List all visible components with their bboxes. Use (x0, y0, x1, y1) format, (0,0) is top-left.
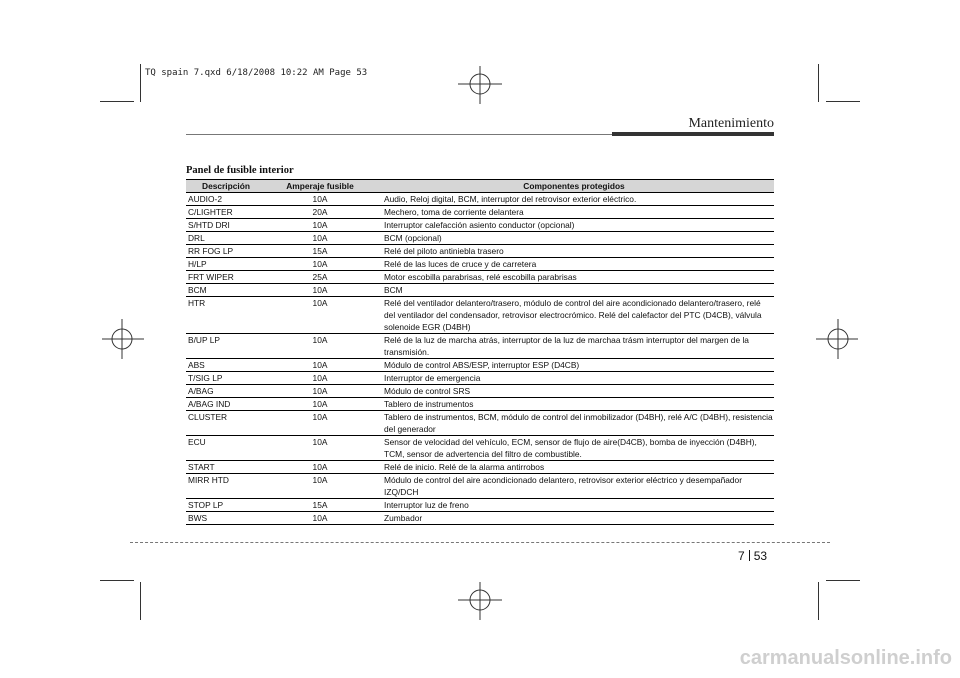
fuse-amperage: 15A (266, 245, 374, 258)
table-row (186, 206, 774, 219)
table-row (186, 284, 774, 297)
fuse-amperage: 10A (266, 334, 374, 359)
fuse-description: BCM (186, 284, 266, 297)
crop-mark (140, 64, 141, 102)
fuse-amperage: 10A (266, 512, 374, 525)
fuse-amperage: 10A (266, 398, 374, 411)
table-heading: Panel de fusible interior (186, 165, 294, 176)
fuse-description: BWS (186, 512, 266, 525)
table-row (186, 411, 774, 436)
fuse-components: Interruptor luz de freno (374, 499, 774, 512)
fuse-description: MIRR HTD (186, 474, 266, 499)
fuse-description: HTR (186, 297, 266, 334)
fuse-components: Motor escobilla parabrisas, relé escobilla parabrisas (374, 271, 774, 284)
table-row (186, 461, 774, 474)
table-row (186, 271, 774, 284)
fuse-description: A/BAG (186, 385, 266, 398)
fuse-amperage: 10A (266, 193, 374, 206)
fuse-components: Módulo de control ABS/ESP, interruptor ESP (D4CB) (374, 359, 774, 372)
fuse-components: Módulo de control del aire acondicionado delantero, retrovisor exterior eléctrico y desempañador IZQ/DCH (374, 474, 774, 499)
fuse-components: Sensor de velocidad del vehículo, ECM, sensor de flujo de aire(D4CB), bomba de inyección (D4BH), TCM, sensor de advertencia del filtro de combustible. (374, 436, 774, 461)
crop-mark (826, 580, 860, 581)
fuse-amperage: 10A (266, 372, 374, 385)
table-row (186, 359, 774, 372)
page-number-value: 53 (753, 549, 768, 563)
fuse-amperage: 10A (266, 461, 374, 474)
fuse-description: ECU (186, 436, 266, 461)
table-row (186, 258, 774, 271)
fuse-components: Relé de las luces de cruce y de carretera (374, 258, 774, 271)
section-title: Mantenimiento (688, 116, 774, 131)
crop-mark (818, 64, 819, 102)
fuse-components: Interruptor calefacción asiento conductor (opcional) (374, 219, 774, 232)
fuse-components: Tablero de instrumentos (374, 398, 774, 411)
fuse-components: Zumbador (374, 512, 774, 525)
page-separator (749, 550, 750, 561)
fuse-amperage: 15A (266, 499, 374, 512)
fuse-components: Módulo de control SRS (374, 385, 774, 398)
fuse-description: STOP LP (186, 499, 266, 512)
fuse-components: Mechero, toma de corriente delantera (374, 206, 774, 219)
column-header-amperage: Amperaje fusible (266, 180, 374, 193)
fuse-description: A/BAG IND (186, 398, 266, 411)
table-row (186, 385, 774, 398)
table-row (186, 398, 774, 411)
column-header-description: Descripción (186, 180, 266, 193)
page-number (738, 549, 767, 563)
fuse-description: H/LP (186, 258, 266, 271)
registration-mark-right (814, 316, 860, 362)
fuse-components: Relé de inicio. Relé de la alarma antirrobos (374, 461, 774, 474)
fuse-amperage: 10A (266, 258, 374, 271)
fuse-description: FRT WIPER (186, 271, 266, 284)
table-row (186, 193, 774, 206)
fuse-components: Relé del piloto antiniebla trasero (374, 245, 774, 258)
fuse-amperage: 20A (266, 206, 374, 219)
crop-mark (140, 582, 141, 620)
registration-mark-left (100, 316, 146, 362)
fuse-description: T/SIG LP (186, 372, 266, 385)
fuse-components: Audio, Reloj digital, BCM, interruptor del retrovisor exterior eléctrico. (374, 193, 774, 206)
table-body (186, 193, 774, 525)
fuse-description: S/HTD DRI (186, 219, 266, 232)
fuse-components: Relé del ventilador delantero/trasero, módulo de control del aire acondicionado delantero/trasero, relé del ventilador del condensador, retrovisor electrocrómico. Relé del calefactor del PTC (D4CB), válvula solenoide EGR (D4BH) (374, 297, 774, 334)
fuse-table (186, 179, 774, 525)
fuse-amperage: 10A (266, 359, 374, 372)
fuse-components: Interruptor de emergencia (374, 372, 774, 385)
fuse-description: CLUSTER (186, 411, 266, 436)
fuse-amperage: 10A (266, 385, 374, 398)
fuse-amperage: 10A (266, 474, 374, 499)
fuse-components: Relé de la luz de marcha atrás, interruptor de la luz de marchaa trásm interruptor del margen de la transmisión. (374, 334, 774, 359)
fuse-components: Tablero de instrumentos, BCM, módulo de control del inmobilizador (D4BH), relé A/C (D4BH), resistencia del generador (374, 411, 774, 436)
header-rule-accent (612, 132, 774, 136)
table-row (186, 512, 774, 525)
fuse-description: DRL (186, 232, 266, 245)
fuse-description: RR FOG LP (186, 245, 266, 258)
crop-mark (818, 582, 819, 620)
fuse-amperage: 10A (266, 232, 374, 245)
fuse-amperage: 10A (266, 436, 374, 461)
crop-mark (100, 580, 134, 581)
watermark: carmanualsonline.info (739, 647, 952, 669)
chapter-number: 7 (738, 549, 745, 563)
fuse-description: ABS (186, 359, 266, 372)
registration-mark-top (455, 66, 505, 106)
crop-mark (100, 101, 134, 102)
fuse-amperage: 10A (266, 297, 374, 334)
crop-mark (826, 101, 860, 102)
fuse-amperage: 25A (266, 271, 374, 284)
fuse-description: AUDIO-2 (186, 193, 266, 206)
table-row (186, 474, 774, 499)
fuse-components: BCM (374, 284, 774, 297)
table-header-row (186, 180, 774, 193)
table-row (186, 436, 774, 461)
fuse-amperage: 10A (266, 219, 374, 232)
table-row (186, 245, 774, 258)
fuse-description: START (186, 461, 266, 474)
table-row (186, 372, 774, 385)
table-row (186, 232, 774, 245)
table-row (186, 219, 774, 232)
fuse-components: BCM (opcional) (374, 232, 774, 245)
table-row (186, 297, 774, 334)
fuse-amperage: 10A (266, 411, 374, 436)
fuse-amperage: 10A (266, 284, 374, 297)
fuse-description: B/UP LP (186, 334, 266, 359)
registration-mark-bottom (455, 580, 505, 620)
table-row (186, 499, 774, 512)
table-row (186, 334, 774, 359)
fuse-description: C/LIGHTER (186, 206, 266, 219)
column-header-components: Componentes protegidos (374, 180, 774, 193)
print-slug: TQ spain 7.qxd 6/18/2008 10:22 AM Page 53 (145, 68, 368, 78)
footer-rule (130, 542, 830, 543)
